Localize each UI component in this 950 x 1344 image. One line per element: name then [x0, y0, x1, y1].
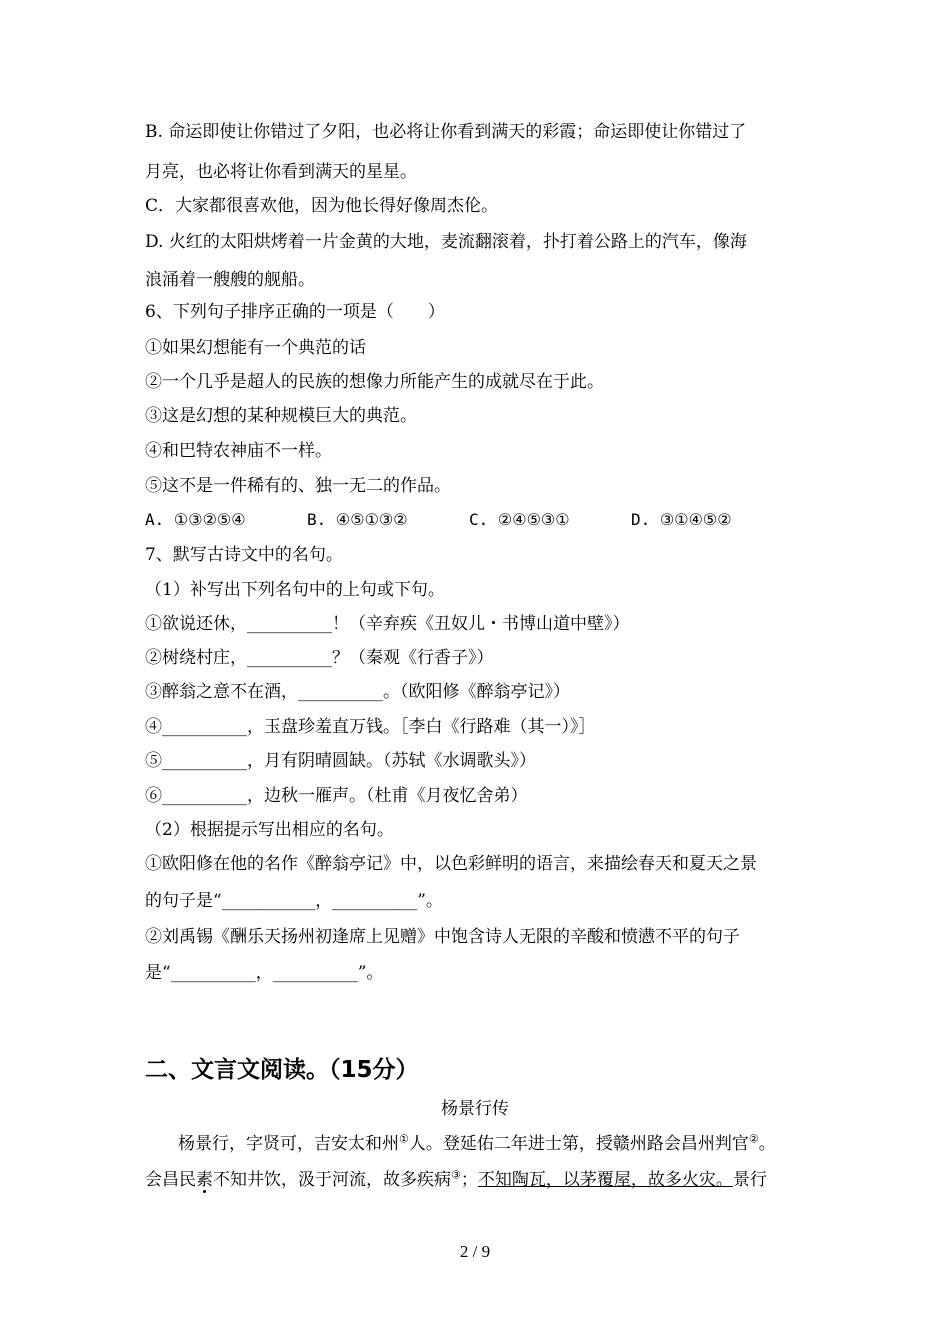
passage-text: 不知井饮，汲于河流，故多疾病 — [213, 1170, 451, 1190]
fill-6: ⑥__________，边秋一雁声。（杜甫《月夜忆舍弟） — [145, 786, 528, 806]
footnote-marker: ③ — [451, 1168, 461, 1182]
option-d-line-1: D. 火红的太阳烘烤着一片金黄的大地，麦流翻滚着，扑打着公路上的汽车，像海 — [145, 232, 747, 252]
passage-line-2 — [145, 1168, 815, 1192]
sentence-3: ③这是幻想的某种规模巨大的典范。 — [145, 406, 417, 426]
choice-d: D. ③①④⑤② — [631, 510, 732, 529]
footnote-marker: ① — [399, 1132, 409, 1146]
sentence-5: ⑤这不是一件稀有的、独一无二的作品。 — [145, 476, 451, 496]
part-2-prompt: （2）根据提示写出相应的名句。 — [145, 820, 394, 840]
prompt-1-line-1: ①欧阳修在他的名作《醉翁亭记》中，以色彩鲜明的语言，来描绘春天和夏天之景 — [145, 854, 757, 874]
prompt-1-line-2: 的句子是“___________，__________”。 — [145, 891, 443, 911]
prompt-2-line-2: 是“__________，__________”。 — [145, 963, 384, 983]
option-d-line-2: 浪涌着一艘艘的舰船。 — [145, 270, 315, 290]
passage-text: 人。登延佑二年进士第，授赣州路会昌州判官 — [408, 1134, 749, 1154]
page-number: 2 / 9 — [459, 1242, 491, 1261]
question-6: 6、下列句子排序正确的一项是（ ） — [145, 302, 445, 322]
sentence-1: ①如果幻想能有一个典范的话 — [145, 338, 366, 358]
option-c-line: C．大家都很喜欢他，因为他长得好像周杰伦。 — [145, 196, 499, 216]
passage-text: ； — [460, 1170, 478, 1190]
choice-c: C. ②④⑤③① — [469, 510, 570, 529]
question-7: 7、默写古诗文中的名句。 — [145, 545, 343, 565]
fill-3: ③醉翁之意不在酒，__________。（欧阳修《醉翁亭记》） — [145, 682, 570, 702]
question-6-options — [145, 508, 815, 532]
passage-text: 景行 — [732, 1170, 767, 1190]
option-b-line-1: B. 命运即使让你错过了夕阳，也必将让你看到满天的彩霞；命运即使让你错过了 — [145, 122, 747, 142]
option-b-line-2: 月亮，也必将让你看到满天的星星。 — [145, 162, 417, 182]
passage-text: 。 — [758, 1134, 776, 1154]
part-1-prompt: （1）补写出下列名句中的上句或下句。 — [145, 580, 445, 600]
prompt-2-line-1: ②刘禹锡《酬乐天扬州初逢席上见赠》中饱含诗人无限的辛酸和愤懑不平的句子 — [145, 927, 740, 947]
choice-a: A. ①③②⑤④ — [145, 510, 246, 529]
emphasized-character: 素 — [196, 1170, 213, 1190]
passage-text: 杨景行，字贤可，吉安太和州 — [178, 1134, 399, 1154]
fill-4: ④__________，玉盘珍羞直万钱。［李白《行路难（其一）》］ — [145, 717, 596, 737]
sentence-4: ④和巴特农神庙不一样。 — [145, 441, 332, 461]
footnote-marker: ② — [748, 1132, 759, 1146]
underlined-sentence: 不知陶瓦，以茅覆屋，故多火灾。 — [477, 1170, 733, 1190]
fill-2: ②树绕村庄，__________？（秦观《行香子》） — [145, 648, 494, 668]
sentence-2: ②一个几乎是超人的民族的想像力所能产生的成就尽在于此。 — [145, 372, 604, 392]
fill-1: ①欲说还休，__________！（辛弃疾《丑奴儿・书博山道中壁》） — [145, 614, 630, 634]
choice-b: B. ④⑤①③② — [307, 510, 408, 529]
fill-5: ⑤__________，月有阴晴圆缺。（苏轼《水调歌头》） — [145, 751, 536, 771]
passage-text: 会昌民 — [145, 1170, 196, 1190]
section-heading: 二、文言文阅读。（15分） — [145, 1057, 419, 1083]
passage-title: 杨景行传 — [441, 1099, 509, 1119]
passage-line-1 — [178, 1132, 848, 1156]
